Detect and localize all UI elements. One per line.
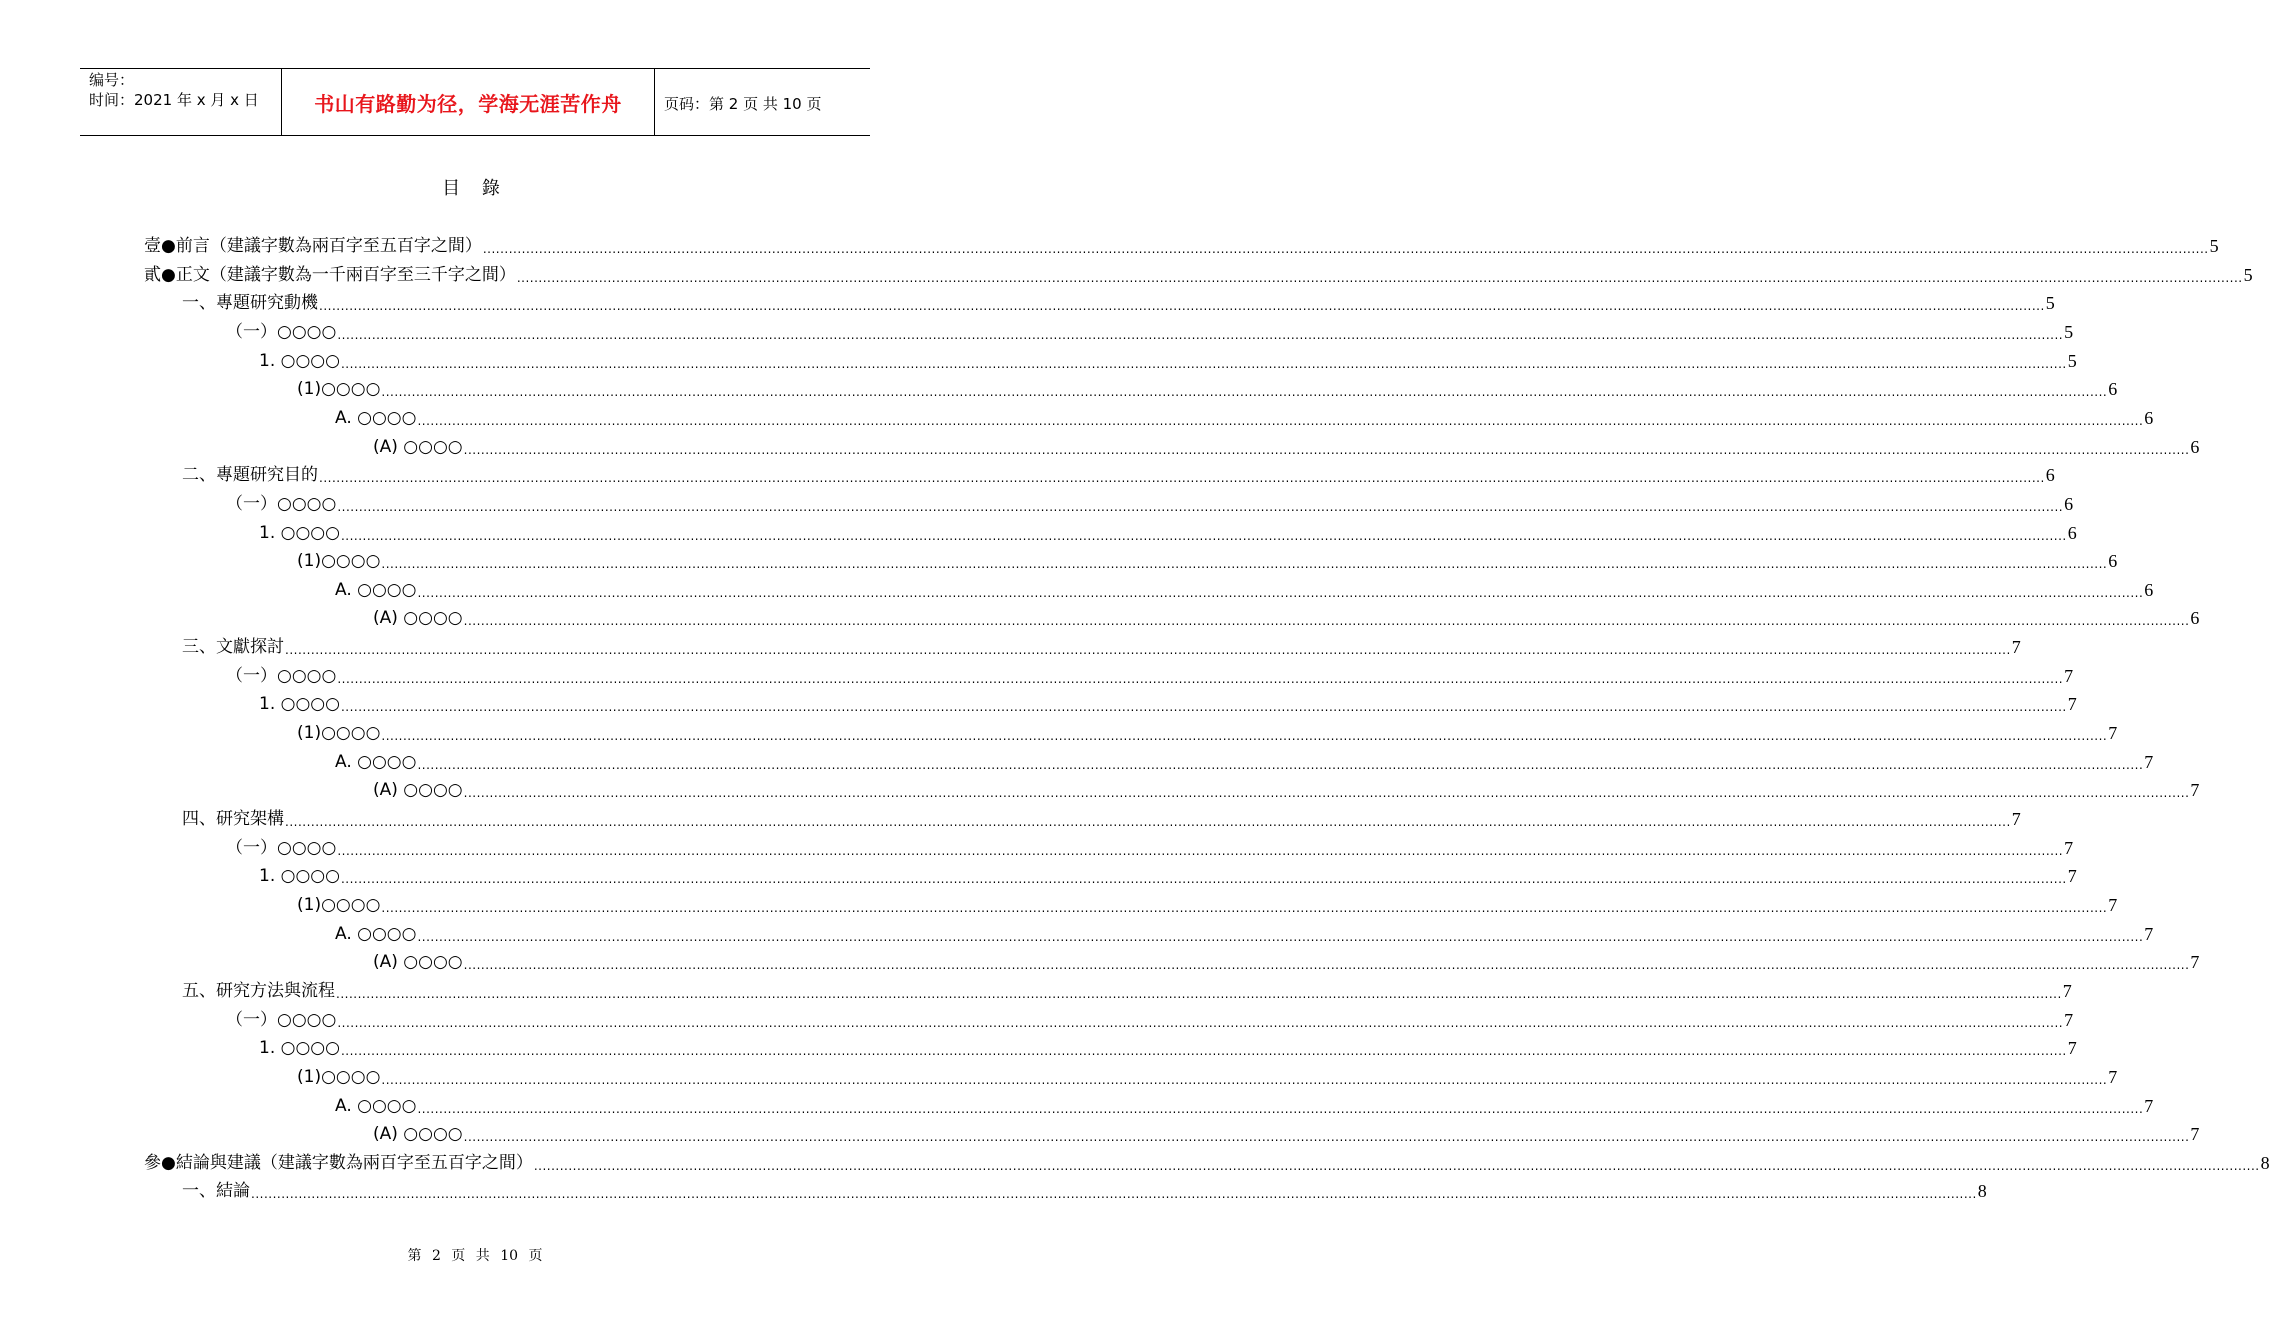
toc-entry-label: A. ○○○○: [335, 407, 417, 428]
toc-entry[interactable]: [259, 1032, 2077, 1060]
toc-entry[interactable]: [335, 746, 2154, 774]
toc-entry-page: 5: [2243, 264, 2253, 285]
toc-entry-page: 7: [2144, 923, 2154, 944]
toc-dot-leader: ................................................................................................................................................................................................................................................................................................................................................................................................................: [340, 1044, 2067, 1059]
toc-dot-leader: ................................................................................................................................................................................................................................................................................................................................................................................................................: [285, 815, 2011, 829]
header-divider-right: [654, 68, 655, 136]
toc-entry[interactable]: [373, 431, 2200, 459]
toc-entry[interactable]: [259, 860, 2077, 888]
toc-entry[interactable]: [182, 287, 2055, 315]
toc-dot-leader: ................................................................................................................................................................................................................................................................................................................................................................................................................: [482, 242, 2209, 256]
toc-dot-leader: ................................................................................................................................................................................................................................................................................................................................................................................................................: [381, 900, 2108, 915]
toc-entry-page: 6: [2190, 608, 2200, 629]
toc-entry-label: (A) ○○○○: [373, 780, 463, 801]
toc-dot-leader: ................................................................................................................................................................................................................................................................................................................................................................................................................: [340, 700, 2067, 715]
toc-entry[interactable]: [259, 688, 2077, 716]
toc-dot-leader: ................................................................................................................................................................................................................................................................................................................................................................................................................: [337, 327, 2064, 342]
toc-entry-page: 7: [2064, 665, 2074, 686]
page-footer: 第 2 页 共 10 页: [407, 1248, 543, 1264]
toc-entry-label: 一、結論: [182, 1181, 250, 1202]
toc-dot-leader: ................................................................................................................................................................................................................................................................................................................................................................................................................: [337, 843, 2064, 858]
toc-dot-leader: ................................................................................................................................................................................................................................................................................................................................................................................................................: [533, 1158, 2260, 1173]
toc-entry-page: 8: [2260, 1152, 2270, 1173]
toc-entry-page: 6: [2108, 379, 2118, 400]
toc-entry-label: (1)○○○○: [297, 723, 381, 744]
toc-dot-leader: ................................................................................................................................................................................................................................................................................................................................................................................................................: [417, 1101, 2144, 1116]
toc-entry[interactable]: [297, 1061, 2118, 1089]
toc-entry[interactable]: [297, 545, 2118, 573]
toc-entry[interactable]: [182, 803, 2021, 831]
toc-entry-label: 參●結論與建議（建議字數為兩百字至五百字之間）: [144, 1152, 533, 1173]
toc-dot-leader: ................................................................................................................................................................................................................................................................................................................................................................................................................: [337, 671, 2064, 686]
toc-entry-page: 7: [2144, 1095, 2154, 1116]
toc-entry[interactable]: [297, 889, 2118, 917]
toc-entry-label: 1. ○○○○: [259, 522, 340, 543]
toc-entry-label: (1)○○○○: [297, 551, 381, 572]
toc-entry[interactable]: [226, 1004, 2074, 1032]
toc-entry-label: A. ○○○○: [335, 1095, 417, 1116]
toc-entry-label: 1. ○○○○: [259, 694, 340, 715]
toc-dot-leader: ................................................................................................................................................................................................................................................................................................................................................................................................................: [463, 786, 2190, 801]
toc-entry[interactable]: [144, 1147, 2270, 1175]
toc-entry-page: 5: [2067, 350, 2077, 371]
header-motto: 书山有路勤为径，学海无涯苦作舟: [314, 92, 622, 116]
toc-entry[interactable]: [226, 488, 2074, 516]
toc-entry-page: 7: [2067, 866, 2077, 887]
toc-entry-label: 四、研究架構: [182, 809, 284, 829]
toc-dot-leader: ................................................................................................................................................................................................................................................................................................................................................................................................................: [417, 413, 2144, 428]
toc-dot-leader: ................................................................................................................................................................................................................................................................................................................................................................................................................: [285, 643, 2011, 658]
toc-entry-label: 一、專題研究動機: [182, 293, 318, 314]
toc-entry-page: 8: [1977, 1181, 1987, 1202]
header-top-border: [80, 68, 870, 69]
toc-dot-leader: ................................................................................................................................................................................................................................................................................................................................................................................................................: [340, 528, 2067, 543]
toc-dot-leader: ................................................................................................................................................................................................................................................................................................................................................................................................................: [463, 442, 2190, 457]
toc-dot-leader: ................................................................................................................................................................................................................................................................................................................................................................................................................: [463, 958, 2190, 973]
toc-entry-page: 7: [2062, 980, 2072, 1001]
toc-entry[interactable]: [297, 717, 2118, 745]
toc-dot-leader: ................................................................................................................................................................................................................................................................................................................................................................................................................: [463, 1130, 2190, 1145]
toc-entry[interactable]: [373, 774, 2200, 802]
toc-entry[interactable]: [182, 631, 2021, 659]
toc-entry-label: A. ○○○○: [335, 923, 417, 944]
toc-entry-page: 5: [2209, 236, 2219, 256]
toc-entry[interactable]: [335, 918, 2154, 946]
header-bottom-border: [80, 135, 870, 136]
toc-dot-leader: ................................................................................................................................................................................................................................................................................................................................................................................................................: [381, 385, 2108, 400]
toc-entry[interactable]: [373, 602, 2200, 630]
toc-dot-leader: ................................................................................................................................................................................................................................................................................................................................................................................................................: [381, 557, 2108, 572]
toc-entry[interactable]: [373, 1118, 2200, 1146]
toc-entry-label: (1)○○○○: [297, 1066, 381, 1087]
toc-entry[interactable]: [144, 259, 2253, 287]
toc-entry-page: 7: [2108, 894, 2118, 915]
toc-dot-leader: ................................................................................................................................................................................................................................................................................................................................................................................................................: [417, 585, 2144, 600]
toc-entry-page: 5: [2064, 321, 2074, 342]
toc-dot-leader: ................................................................................................................................................................................................................................................................................................................................................................................................................: [319, 471, 2045, 486]
toc-entry-page: 7: [2011, 637, 2021, 658]
toc-entry-label: (A) ○○○○: [373, 608, 463, 629]
toc-entry[interactable]: [335, 1090, 2154, 1118]
toc-dot-leader: ................................................................................................................................................................................................................................................................................................................................................................................................................: [340, 872, 2067, 887]
toc-entry-page: 7: [2064, 837, 2074, 858]
toc-entry-page: 7: [2011, 809, 2021, 829]
toc-dot-leader: ................................................................................................................................................................................................................................................................................................................................................................................................................: [516, 270, 2243, 285]
toc-entry-page: 6: [2190, 436, 2200, 457]
toc-entry-page: 6: [2144, 579, 2154, 600]
toc-entry-page: 7: [2108, 723, 2118, 744]
toc-entry[interactable]: [373, 946, 2200, 974]
toc-entry-label: (A) ○○○○: [373, 952, 463, 973]
toc-entry[interactable]: [226, 316, 2074, 344]
toc-entry-page: 5: [2045, 293, 2055, 314]
toc-entry[interactable]: [335, 574, 2154, 602]
toc-entry-label: （一）○○○○: [226, 493, 337, 514]
toc-entry-label: (1)○○○○: [297, 379, 381, 400]
toc-entry-label: A. ○○○○: [335, 579, 417, 600]
document-date: 时间：2021 年 x 月 x 日: [89, 91, 259, 109]
toc-entry-page: 7: [2064, 1009, 2074, 1030]
toc-title: 目 錄: [442, 178, 508, 199]
toc-entry[interactable]: [335, 402, 2154, 430]
toc-entry-label: (1)○○○○: [297, 894, 381, 915]
toc-entry-page: 6: [2067, 522, 2077, 543]
toc-entry-label: 三、文獻探討: [182, 637, 284, 658]
toc-entry-page: 6: [2045, 465, 2055, 486]
toc-entry[interactable]: [226, 832, 2074, 860]
header-page-info: 页码：第 2 页 共 10 页: [664, 95, 822, 113]
toc-entry-label: （一）○○○○: [226, 321, 337, 342]
toc-entry-page: 6: [2064, 493, 2074, 514]
toc-entry-label: (A) ○○○○: [373, 1124, 463, 1145]
toc-dot-leader: ................................................................................................................................................................................................................................................................................................................................................................................................................: [319, 299, 2045, 314]
toc-entry-label: （一）○○○○: [226, 665, 337, 686]
toc-dot-leader: ................................................................................................................................................................................................................................................................................................................................................................................................................: [381, 729, 2108, 744]
toc-dot-leader: ................................................................................................................................................................................................................................................................................................................................................................................................................: [340, 356, 2067, 371]
toc-dot-leader: ................................................................................................................................................................................................................................................................................................................................................................................................................: [251, 1187, 1977, 1202]
toc-entry-label: (A) ○○○○: [373, 436, 463, 457]
toc-entry-label: 二、專題研究目的: [182, 465, 318, 486]
toc-entry-page: 7: [2067, 1038, 2077, 1059]
toc-entry-label: 1. ○○○○: [259, 866, 340, 887]
toc-entry-page: 7: [2190, 1124, 2200, 1145]
toc-entry-page: 6: [2144, 407, 2154, 428]
toc-entry[interactable]: [226, 660, 2074, 688]
toc-entry[interactable]: [259, 517, 2077, 545]
toc-entry[interactable]: [182, 459, 2055, 487]
document-number-label: 编号：: [89, 71, 135, 89]
toc-dot-leader: ................................................................................................................................................................................................................................................................................................................................................................................................................: [417, 929, 2144, 944]
toc-entry[interactable]: [182, 1175, 1987, 1203]
toc-entry[interactable]: [297, 373, 2118, 401]
toc-dot-leader: ................................................................................................................................................................................................................................................................................................................................................................................................................: [417, 757, 2144, 772]
toc-entry-page: 7: [2190, 952, 2200, 973]
toc-entry-label: 1. ○○○○: [259, 1038, 340, 1059]
toc-entry-label: 五、研究方法與流程: [182, 980, 335, 1001]
toc-entry-label: A. ○○○○: [335, 751, 417, 772]
toc-dot-leader: ................................................................................................................................................................................................................................................................................................................................................................................................................: [337, 499, 2064, 514]
toc-dot-leader: ................................................................................................................................................................................................................................................................................................................................................................................................................: [337, 1015, 2064, 1030]
toc-entry-label: 貳●正文（建議字數為一千兩百字至三千字之間）: [144, 264, 516, 285]
toc-entry-page: 7: [2108, 1066, 2118, 1087]
toc-entry-label: （一）○○○○: [226, 837, 337, 858]
toc-dot-leader: ................................................................................................................................................................................................................................................................................................................................................................................................................: [336, 986, 2062, 1001]
toc-entry-label: （一）○○○○: [226, 1009, 337, 1030]
toc-entry-label: 1. ○○○○: [259, 350, 340, 371]
toc-dot-leader: ................................................................................................................................................................................................................................................................................................................................................................................................................: [463, 614, 2190, 629]
toc-entry-page: 6: [2108, 551, 2118, 572]
toc-dot-leader: ................................................................................................................................................................................................................................................................................................................................................................................................................: [381, 1072, 2108, 1087]
toc-entry[interactable]: [144, 230, 2219, 258]
toc-entry-label: 壹●前言（建議字數為兩百字至五百字之間）: [144, 236, 482, 256]
toc-entry-page: 7: [2144, 751, 2154, 772]
toc-entry-page: 7: [2190, 780, 2200, 801]
toc-entry[interactable]: [259, 345, 2077, 373]
toc-entry-page: 7: [2067, 694, 2077, 715]
toc-entry[interactable]: [182, 975, 2072, 1003]
